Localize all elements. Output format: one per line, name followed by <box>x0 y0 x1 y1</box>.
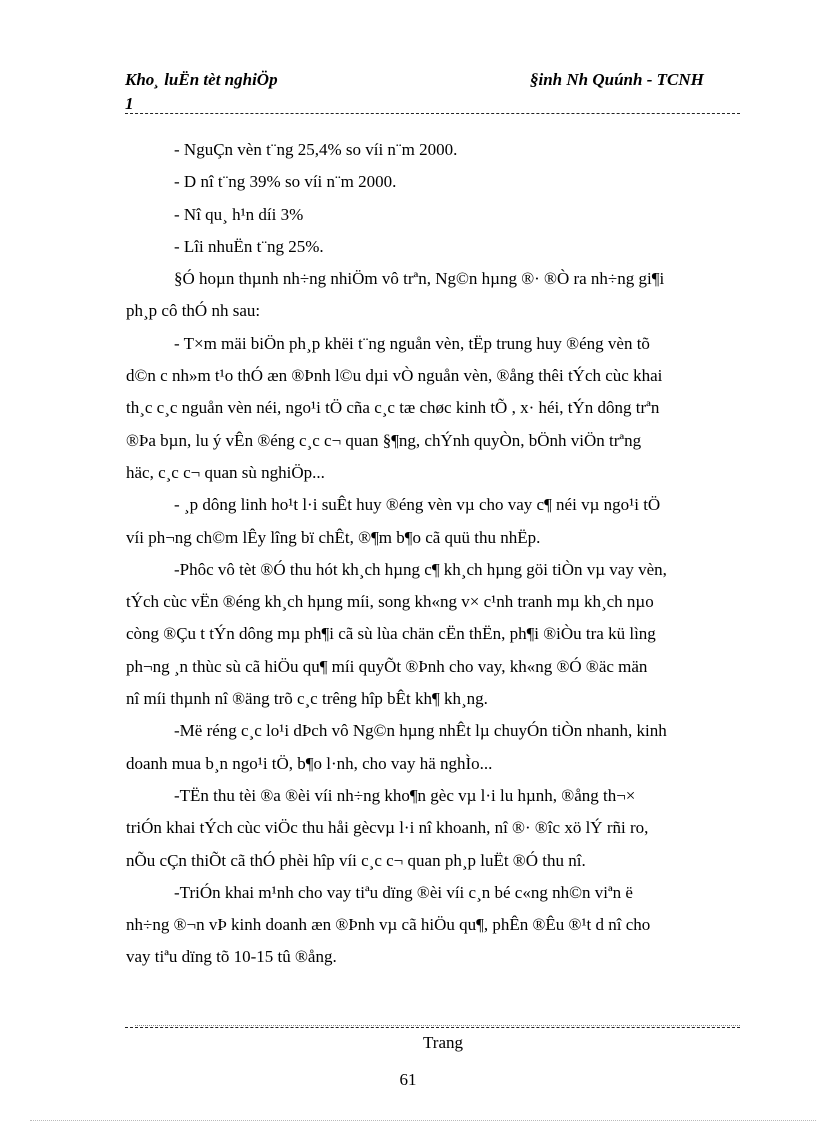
text-line: tÝch cùc vËn ®éng kh¸ch hµng míi, song kh«ng v× c¹nh tranh mµ kh¸ch nµo <box>126 592 654 612</box>
header-divider <box>125 113 740 114</box>
text-line: nÕu cÇn thiÕt cã thÓ phèi hîp víi c¸c c¬ quan ph¸p luËt ®Ó thu nî. <box>126 850 586 870</box>
text-line: -Phôc vô tèt ®Ó thu hót kh¸ch hµng c¶ kh¸ch hµng göi tiÒn vµ vay vèn, <box>174 559 667 579</box>
text-line: - Lîi nhuËn t¨ng 25%. <box>174 236 324 256</box>
text-line: - Nî qu¸ h¹n díi 3% <box>174 204 304 224</box>
text-line: nh÷ng ®¬n vÞ kinh doanh æn ®Þnh vµ cã hiÖu qu¶, phÊn ®Êu ®¹t d nî cho <box>126 915 651 935</box>
text-line: doanh mua b¸n ngo¹i tÖ, b¶o l·nh, cho vay hä nghÌo... <box>126 753 493 773</box>
text-line: ®Þa bµn, lu ý vÊn ®éng c¸c c¬ quan §¶ng, chÝnh quyÒn, bÖnh viÖn trªng <box>126 430 642 450</box>
header-document-title: Kho¸ luËn tèt nghiÖp <box>125 70 278 89</box>
body-text <box>126 134 738 974</box>
text-line: víi ph¬ng ch©m lÊy lîng bï chÊt, ®¶m b¶o cã quü thu nhËp. <box>126 527 541 547</box>
text-line: - NguÇn vèn t¨ng 25,4% so víi n¨m 2000. <box>174 140 458 159</box>
text-line: nî míi thµnh nî ®äng trõ c¸c trêng hîp bÊt kh¶ kh¸ng. <box>126 689 488 709</box>
text-line: ph¸p cô thÓ nh sau: <box>126 301 261 321</box>
footer-divider <box>125 1027 740 1028</box>
text-line: -Më réng c¸c lo¹i dÞch vô Ng©n hµng nhÊt lµ chuyÓn tiÒn nhanh, kinh <box>174 721 667 741</box>
text-line: - ¸p dông linh ho¹t l·i suÊt huy ®éng vèn vµ cho vay c¶ néi vµ ngo¹i tÖ <box>174 495 661 515</box>
footer-dotted-rule <box>135 1025 740 1026</box>
text-line: th¸c c¸c nguån vèn néi, ngo¹i tÖ cña c¸c tæ chøc kinh tÕ , x· héi, tÝn dông trªn <box>126 398 660 418</box>
text-line: - T×m mäi biÖn ph¸p khëi t¨ng nguån vèn, tËp trung huy ®éng vèn tõ <box>174 333 650 353</box>
text-line: häc, c¸c c¬ quan sù nghiÖp... <box>126 462 325 482</box>
text-line: d©n c nh»m t¹o thÓ æn ®Þnh l©u dµi vÒ nguån vèn, ®ång thêi tÝch cùc khai <box>126 366 663 386</box>
header-page-marker: 1 <box>125 94 134 113</box>
page-edge-dotted-rule <box>30 1120 816 1121</box>
text-line: - D nî t¨ng 39% so víi n¨m 2000. <box>174 172 397 192</box>
text-line: còng ®Çu t tÝn dông mµ ph¶i cã sù lùa chän cËn thËn, ph¶i ®iÒu tra kü lìng <box>126 624 656 644</box>
text-line: §Ó hoµn thµnh nh÷ng nhiÖm vô trªn, Ng©n hµng ®· ®Ò ra nh÷ng gi¶i <box>174 269 665 289</box>
text-line: vay tiªu dïng tõ 10-15 tû ®ång. <box>126 947 337 967</box>
footer-page-label: Trang <box>423 1033 463 1052</box>
footer-page-number: 61 <box>399 1070 417 1089</box>
text-line: -TËn thu tèi ®a ®èi víi nh÷ng kho¶n gèc vµ l·i lu hµnh, ®ång th¬× <box>174 785 636 805</box>
header-author: §inh Nh Quúnh - TCNH <box>530 70 704 89</box>
text-line: triÓn khai tÝch cùc viÖc thu håi gècvµ l·i nî khoanh, nî ®· ®îc xö lÝ rñi ro, <box>126 818 649 838</box>
text-line: -TriÓn khai m¹nh cho vay tiªu dïng ®èi víi c¸n bé c«ng nh©n viªn ë <box>174 882 633 902</box>
text-line: ph¬ng ¸n thùc sù cã hiÖu qu¶ míi quyÕt ®Þnh cho vay, kh«ng ®Ó ®äc män <box>126 656 648 676</box>
